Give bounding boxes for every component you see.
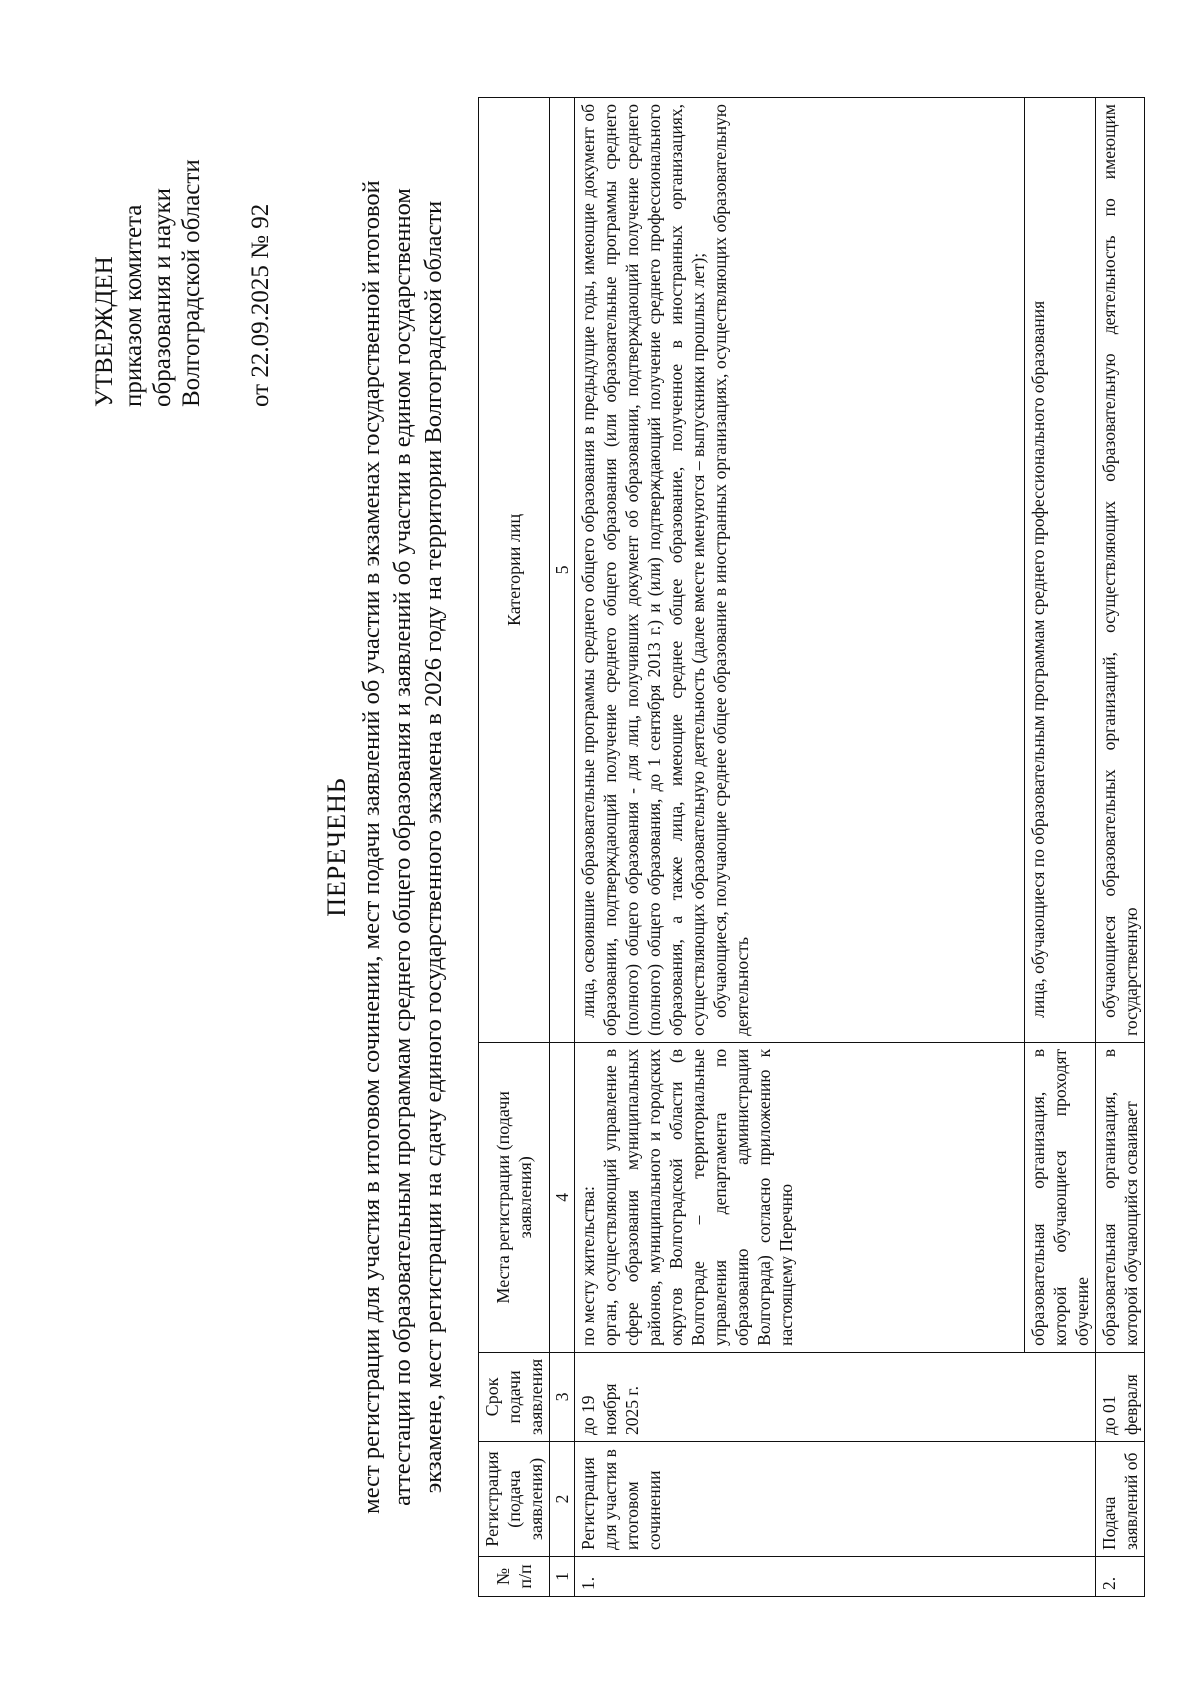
row-deadline: до 19 ноября 2025 г. [575,1352,1096,1441]
header-categories: Категории лиц [479,98,550,1043]
document-title: ПЕРЕЧЕНЬ [322,777,351,917]
column-number-row [550,98,575,1597]
column-number: 5 [550,98,575,1043]
header-registration: Регистрация (подача заявления) [479,1442,550,1557]
document-subtitle-line: мест регистрации для участия в итоговом сочинении, мест подачи заявлений об участии в экзаменах государственной итоговой [358,180,385,1514]
row-place: образовательная организация, в которой обучающийся осваивает [1096,1042,1145,1352]
row-registration: Регистрация для участия в итоговом сочинении [575,1442,1096,1557]
document-subtitle-line: экзамене, мест регистрации на сдачу единого государственного экзамена в 2026 году на территории Волгоградской области [420,200,447,1494]
row-category: лица, обучающиеся по образовательным программам среднего профессионального образования [1025,98,1096,1043]
place-intro: по месту жительства: [578,1186,598,1346]
header-places: Места регистрации (подачи заявления) [479,1042,550,1352]
approval-stamp [90,159,275,407]
row-number: 1. [575,1557,1096,1597]
approval-line: Волгоградской области [178,159,205,407]
approval-date: от 22.09.2025 № 92 [247,203,274,407]
column-number: 3 [550,1352,575,1441]
header-number: № п/п [479,1557,550,1597]
row-category [575,98,1025,1043]
table-header-row [479,98,550,1597]
row-registration: Подача заявлений об [1096,1442,1145,1557]
column-number: 1 [550,1557,575,1597]
document-heading [322,57,449,1637]
category-text: лица, освоившие образовательные программы среднего общего образования в предыдущие годы, имеющие документ об образовании, подтверждающий получение среднего общего образования (или образовательные программы среднего (полного) общего образования - для лиц, получивших документ об образовании, подтверждающий получение среднего (полного) общего образования, до 1 сентября 2013 г.) и (или) подтверждающий получение среднего профессионального образования, а также лица, имеющие среднее общее образование, полученное в иностранных организациях, осуществляющих образовательную деятельность (далее вместе именуются – выпускники прошлых лет); [578,104,708,1036]
row-number: 2. [1096,1557,1145,1597]
row-deadline: до 01 февраля [1096,1352,1145,1441]
approval-line: приказом комитета [120,204,147,407]
column-number: 2 [550,1442,575,1557]
place-text: орган, осуществляющий управление в сфере образования муниципальных районов, муниципального и городских округов Волгоградской области (в Волгограде – территориальные управления департамента по образованию администрации Волгограда) согласно приложению к настоящему Перечню [600,1048,796,1346]
row-category: обучающиеся образовательных организаций, осуществляющих образовательную деятельность по имеющим государственную [1096,98,1145,1043]
approval-line: УТВЕРЖДЕН [91,256,118,407]
approval-line: образования и науки [149,188,176,407]
header-deadline: Срок подачи заявления [479,1352,550,1441]
registration-table [478,97,1145,1597]
document-subtitle-line: аттестации по образовательным программам среднего общего образования и заявлений об участии в едином государственном [389,188,416,1506]
table-row [1096,98,1145,1597]
column-number: 4 [550,1042,575,1352]
table-row [575,98,1025,1597]
category-text: обучающиеся, получающие среднее общее образование в иностранных организациях, осуществляющих образовательную деятельность [710,104,752,1036]
row-place: образовательная организация, в которой обучающиеся проходят обучение [1025,1042,1096,1352]
row-place [575,1042,1025,1352]
